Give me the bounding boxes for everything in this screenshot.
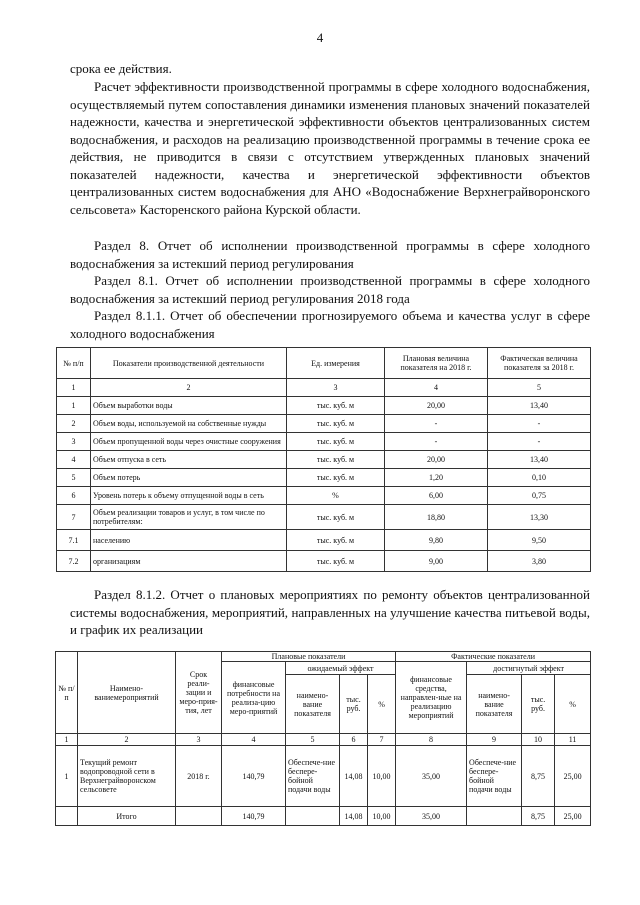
column-number: 10 [522,734,555,746]
column-number: 2 [78,734,176,746]
total-fact-rub: 8,75 [522,807,555,826]
row-number: 4 [57,451,91,469]
section-8-title: Раздел 8. Отчет об исполнении производственной программы в сфере холодного водоснабжения за истекший период регулирования [70,238,590,271]
column-number: 8 [396,734,467,746]
header-cell: финансовые потребности на реализа-цию меро-приятий [222,662,286,734]
table-row [57,551,591,572]
table-row [57,397,591,415]
header-cell: Плановая величина показателя на 2018 г. [385,348,488,379]
row-term: 2018 г. [176,746,222,807]
row-plan: 9,00 [385,551,488,572]
row-number: 6 [57,487,91,505]
header-cell: Срок реали-зации и меро-прия-тия, лет [176,652,222,734]
header-cell: финансовые средства, направлен-ные на реализацию мероприятий [396,662,467,734]
column-number: 2 [91,379,287,397]
table-row [57,451,591,469]
row-fact: 13,40 [488,397,591,415]
header-cell: Показатели производственной деятельности [91,348,287,379]
column-number: 11 [555,734,591,746]
header-cell: Наимено-ваниемероприятий [78,652,176,734]
row-name: населению [91,530,287,551]
row-name: Объем реализации товаров и услуг, в том числе по потребителям: [91,505,287,530]
row-number: 2 [57,415,91,433]
row-plan-rub: 14,08 [340,746,368,807]
header-cell: % [555,675,591,734]
row-plan: 20,00 [385,451,488,469]
row-plan: 18,80 [385,505,488,530]
header-cell: достигнутый эффект [467,662,591,675]
column-number: 3 [176,734,222,746]
row-fact: 13,30 [488,505,591,530]
row-name: организациям [91,551,287,572]
total-plan-rub: 14,08 [340,807,368,826]
column-number: 9 [467,734,522,746]
row-name: Объем пропущенной воды через очистные сооружения [91,433,287,451]
table-header-row [56,652,591,662]
row-number: 7.1 [57,530,91,551]
header-cell: наимено-вание показателя [467,675,522,734]
row-unit: тыс. куб. м [287,551,385,572]
header-cell: % [368,675,396,734]
header-cell: Ед. измерения [287,348,385,379]
header-cell: Фактические показатели [396,652,591,662]
header-cell: Фактическая величина показателя за 2018 г. [488,348,591,379]
table-row [57,505,591,530]
row-fact: 0,75 [488,487,591,505]
row-plan: 1,20 [385,469,488,487]
row-name: Уровень потерь к объему отпущенной воды в сеть [91,487,287,505]
column-number: 4 [222,734,286,746]
row-number: 7.2 [57,551,91,572]
row-unit: тыс. куб. м [287,469,385,487]
row-name: Текущий ремонт водопроводной сети в Верхнеграйворонском сельсовете [78,746,176,807]
page-number: 4 [316,30,324,45]
row-fact: 0,10 [488,469,591,487]
row-unit: тыс. куб. м [287,505,385,530]
measures-report-table [55,651,591,826]
column-number: 7 [368,734,396,746]
section-8-1-title: Раздел 8.1. Отчет об исполнении производственной программы в сфере холодного водоснабжения за истекший период регулирования 2018 года [70,273,590,306]
total-row [56,807,591,826]
total-fact-pct: 25,00 [555,807,591,826]
row-plan: 6,00 [385,487,488,505]
row-unit: тыс. куб. м [287,433,385,451]
table-row [57,530,591,551]
column-number: 1 [56,734,78,746]
column-number: 4 [385,379,488,397]
column-number: 6 [340,734,368,746]
table-header-row [57,348,591,379]
production-report-table [56,347,591,572]
row-unit: тыс. куб. м [287,415,385,433]
row-unit: тыс. куб. м [287,451,385,469]
row-number: 1 [56,746,78,807]
total-fact-fin: 35,00 [396,807,467,826]
table-row [57,415,591,433]
row-name: Объем потерь [91,469,287,487]
row-plan: 9,80 [385,530,488,551]
row-fact: 9,50 [488,530,591,551]
row-fact-rub: 8,75 [522,746,555,807]
column-number: 5 [286,734,340,746]
row-plan: 20,00 [385,397,488,415]
column-number-row [56,734,591,746]
total-empty-cell [286,807,340,826]
row-fact: 3,80 [488,551,591,572]
paragraph-efficiency: Расчет эффективности производственной программы в сфере холодного водоснабжения, осуществляемый путем сопоставления динамики изменения плановых значений показателей надежности, качества и энергетической эффективности объектов централизованных систем водоснабжения, и расходов на реализацию производственной программы в течение срока ее действия, не приводится в связи с отсутствием утвержденных плановых значений показателей надежности, качества и энергетической эффективности объектов централизованных систем водоснабжения для АНО «Водоснабжение Верхнеграйворонского сельсовета» Касторенского района Курской области. [70,79,590,217]
row-fact: - [488,415,591,433]
row-fact-fin: 35,00 [396,746,467,807]
header-cell: тыс. руб. [340,675,368,734]
row-plan: - [385,433,488,451]
row-number: 5 [57,469,91,487]
header-cell: ожидаемый эффект [286,662,396,675]
row-name: Объем отпуска в сеть [91,451,287,469]
header-cell: наимено-вание показателя [286,675,340,734]
table-row [57,487,591,505]
row-unit: % [287,487,385,505]
total-plan-pct: 10,00 [368,807,396,826]
total-empty-cell [56,807,78,826]
column-number: 3 [287,379,385,397]
table-row [56,746,591,807]
row-unit: тыс. куб. м [287,397,385,415]
intro-tail: срока ее действия. [70,61,172,76]
row-plan: - [385,415,488,433]
row-plan-effect: Обеспече-ние беспере-бойной подачи воды [286,746,340,807]
row-plan-pct: 10,00 [368,746,396,807]
row-fact: - [488,433,591,451]
total-empty-cell [176,807,222,826]
header-cell: № п/п [56,652,78,734]
row-number: 1 [57,397,91,415]
table-row [57,469,591,487]
row-name: Объем выработки воды [91,397,287,415]
header-cell: № п/п [57,348,91,379]
header-cell: тыс. руб. [522,675,555,734]
section-8-1-1-title: Раздел 8.1.1. Отчет об обеспечении прогнозируемого объема и качества услуг в сфере холодного водоснабжения [70,308,590,341]
row-number: 7 [57,505,91,530]
table-row [57,433,591,451]
row-unit: тыс. куб. м [287,530,385,551]
column-number: 5 [488,379,591,397]
total-plan-fin: 140,79 [222,807,286,826]
column-number: 1 [57,379,91,397]
column-number-row [57,379,591,397]
row-fact: 13,40 [488,451,591,469]
row-number: 3 [57,433,91,451]
total-label: Итого [78,807,176,826]
row-name: Объем воды, используемой на собственные нужды [91,415,287,433]
header-cell: Плановые показатели [222,652,396,662]
row-fact-effect: Обеспече-ние беспере-бойной подачи воды [467,746,522,807]
row-fact-pct: 25,00 [555,746,591,807]
total-empty-cell [467,807,522,826]
section-8-1-2-title: Раздел 8.1.2. Отчет о плановых мероприятиях по ремонту объектов централизованной системы водоснабжения, мероприятий, направленных на улучшение качества питьевой воды, и график их реализации [70,587,590,637]
row-plan-fin: 140,79 [222,746,286,807]
